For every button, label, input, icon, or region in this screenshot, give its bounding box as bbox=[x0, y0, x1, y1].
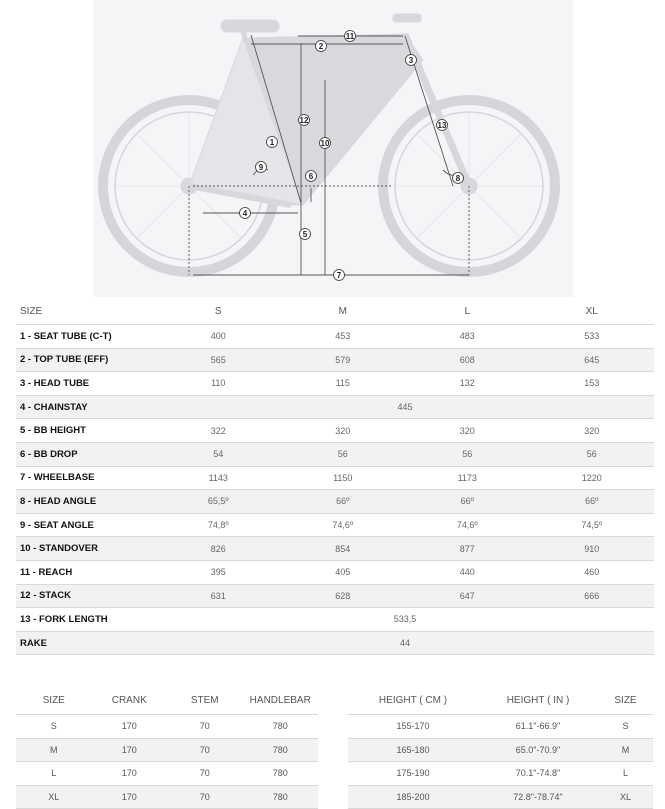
cell-value: 185-200 bbox=[348, 785, 478, 809]
cell-value: 453 bbox=[281, 325, 406, 349]
cell-value: 70 bbox=[167, 715, 243, 739]
geometry-rows bbox=[16, 325, 654, 655]
size-header-s: S bbox=[214, 305, 222, 317]
column-header: CRANK bbox=[111, 694, 147, 706]
cell-value: 175-190 bbox=[348, 762, 478, 786]
column-header: HEIGHT ( IN ) bbox=[506, 694, 570, 706]
cell-value: 70.1"-74.8" bbox=[478, 762, 598, 786]
marker-9: 9 bbox=[258, 163, 264, 172]
cell-value: 483 bbox=[405, 325, 530, 349]
cell-value: 115 bbox=[281, 372, 406, 396]
marker-10: 10 bbox=[320, 139, 330, 148]
cell-value: 170 bbox=[92, 738, 168, 762]
cell-value: 533,5 bbox=[156, 608, 654, 632]
cell-value: 165-180 bbox=[348, 738, 478, 762]
components-header-row bbox=[16, 686, 318, 715]
row-label: 9 - SEAT ANGLE bbox=[16, 513, 156, 537]
row-label: 6 - BB DROP bbox=[16, 442, 156, 466]
bike-illustration bbox=[93, 0, 573, 297]
geometry-header-row bbox=[16, 298, 654, 325]
row-label: 7 - WHEELBASE bbox=[16, 466, 156, 490]
cell-value: 74,5º bbox=[530, 513, 655, 537]
column-header: STEM bbox=[190, 694, 219, 706]
geometry-table bbox=[16, 298, 654, 655]
marker-11: 11 bbox=[345, 32, 355, 41]
cell-value: 440 bbox=[405, 560, 530, 584]
cell-value: 56 bbox=[530, 442, 655, 466]
marker-1: 1 bbox=[269, 138, 275, 147]
rider-height-table bbox=[348, 686, 653, 809]
cell-value: 72.8"-78.74" bbox=[478, 785, 598, 809]
cell-value: 579 bbox=[281, 348, 406, 372]
marker-8: 8 bbox=[455, 174, 461, 183]
table-row bbox=[16, 785, 318, 809]
table-row bbox=[16, 560, 654, 584]
row-label: 12 - STACK bbox=[16, 584, 156, 608]
cell-value: 1143 bbox=[156, 466, 281, 490]
cell-value: S bbox=[598, 715, 653, 739]
cell-value: 628 bbox=[281, 584, 406, 608]
table-row bbox=[16, 325, 654, 349]
cell-value: 533 bbox=[530, 325, 655, 349]
marker-13: 13 bbox=[437, 121, 447, 130]
table-row bbox=[16, 348, 654, 372]
cell-value: 65,5º bbox=[156, 490, 281, 514]
marker-2: 2 bbox=[318, 42, 324, 51]
marker-7: 7 bbox=[336, 271, 342, 280]
rider-height-rows bbox=[348, 715, 653, 809]
row-label: RAKE bbox=[16, 631, 156, 655]
cell-value: 320 bbox=[530, 419, 655, 443]
cell-value: 780 bbox=[243, 762, 319, 786]
cell-value: 66º bbox=[530, 490, 655, 514]
table-row bbox=[16, 513, 654, 537]
cell-value: 74,8º bbox=[156, 513, 281, 537]
cell-value: 155-170 bbox=[348, 715, 478, 739]
size-header-m: M bbox=[338, 305, 347, 317]
cell-value: XL bbox=[16, 785, 92, 809]
row-label: 2 - TOP TUBE (EFF) bbox=[16, 348, 156, 372]
marker-6: 6 bbox=[308, 172, 314, 181]
marker-5: 5 bbox=[302, 230, 308, 239]
table-row bbox=[16, 442, 654, 466]
cell-value: 66º bbox=[405, 490, 530, 514]
cell-value: 54 bbox=[156, 442, 281, 466]
cell-value: 110 bbox=[156, 372, 281, 396]
table-row bbox=[348, 738, 653, 762]
table-row bbox=[16, 395, 654, 419]
components-rows bbox=[16, 715, 318, 809]
table-row bbox=[16, 584, 654, 608]
cell-value: 877 bbox=[405, 537, 530, 561]
row-label: 10 - STANDOVER bbox=[16, 537, 156, 561]
table-row bbox=[16, 631, 654, 655]
table-row bbox=[16, 537, 654, 561]
row-label: 11 - REACH bbox=[16, 560, 156, 584]
table-row bbox=[348, 762, 653, 786]
cell-value: 65.0"-70.9" bbox=[478, 738, 598, 762]
cell-value: L bbox=[16, 762, 92, 786]
cell-value: 400 bbox=[156, 325, 281, 349]
cell-value: L bbox=[598, 762, 653, 786]
cell-value: 645 bbox=[530, 348, 655, 372]
column-header: SIZE bbox=[614, 694, 637, 706]
table-row bbox=[16, 738, 318, 762]
cell-value: 565 bbox=[156, 348, 281, 372]
cell-value: XL bbox=[598, 785, 653, 809]
cell-value: 395 bbox=[156, 560, 281, 584]
marker-12: 12 bbox=[299, 116, 309, 125]
column-header: HEIGHT ( CM ) bbox=[378, 694, 448, 706]
marker-4: 4 bbox=[242, 209, 248, 218]
cell-value: 780 bbox=[243, 785, 319, 809]
cell-value: M bbox=[16, 738, 92, 762]
cell-value: 826 bbox=[156, 537, 281, 561]
table-row bbox=[16, 372, 654, 396]
marker-3: 3 bbox=[408, 56, 414, 65]
size-column-header: SIZE bbox=[20, 305, 43, 317]
cell-value: 666 bbox=[530, 584, 655, 608]
cell-value: 56 bbox=[281, 442, 406, 466]
cell-value: 61.1"-66.9" bbox=[478, 715, 598, 739]
size-header-l: L bbox=[464, 305, 471, 317]
cell-value: 1220 bbox=[530, 466, 655, 490]
cell-value: 70 bbox=[167, 762, 243, 786]
table-row bbox=[348, 785, 653, 809]
cell-value: 44 bbox=[156, 631, 654, 655]
cell-value: 910 bbox=[530, 537, 655, 561]
column-header: HANDLEBAR bbox=[249, 694, 311, 706]
cell-value: 322 bbox=[156, 419, 281, 443]
rider-height-header-row bbox=[348, 686, 653, 715]
cell-value: 170 bbox=[92, 785, 168, 809]
cell-value: S bbox=[16, 715, 92, 739]
row-label: 8 - HEAD ANGLE bbox=[16, 490, 156, 514]
column-header: SIZE bbox=[42, 694, 65, 706]
row-label: 3 - HEAD TUBE bbox=[16, 372, 156, 396]
cell-value: 608 bbox=[405, 348, 530, 372]
cell-value: 132 bbox=[405, 372, 530, 396]
cell-value: 780 bbox=[243, 715, 319, 739]
table-row bbox=[348, 715, 653, 739]
cell-value: M bbox=[598, 738, 653, 762]
row-label: 13 - FORK LENGTH bbox=[16, 608, 156, 632]
cell-value: 66º bbox=[281, 490, 406, 514]
table-row bbox=[16, 419, 654, 443]
cell-value: 320 bbox=[405, 419, 530, 443]
components-table bbox=[16, 686, 318, 809]
cell-value: 170 bbox=[92, 762, 168, 786]
cell-value: 170 bbox=[92, 715, 168, 739]
cell-value: 460 bbox=[530, 560, 655, 584]
cell-value: 405 bbox=[281, 560, 406, 584]
table-row bbox=[16, 762, 318, 786]
cell-value: 70 bbox=[167, 738, 243, 762]
bike-geometry-diagram bbox=[93, 0, 573, 297]
cell-value: 445 bbox=[156, 395, 654, 419]
size-header-xl: XL bbox=[585, 305, 598, 317]
row-label: 4 - CHAINSTAY bbox=[16, 395, 156, 419]
cell-value: 631 bbox=[156, 584, 281, 608]
cell-value: 780 bbox=[243, 738, 319, 762]
cell-value: 74,6º bbox=[405, 513, 530, 537]
cell-value: 153 bbox=[530, 372, 655, 396]
cell-value: 56 bbox=[405, 442, 530, 466]
table-row bbox=[16, 490, 654, 514]
cell-value: 647 bbox=[405, 584, 530, 608]
cell-value: 1173 bbox=[405, 466, 530, 490]
table-row bbox=[16, 715, 318, 739]
table-row bbox=[16, 466, 654, 490]
cell-value: 1150 bbox=[281, 466, 406, 490]
row-label: 5 - BB HEIGHT bbox=[16, 419, 156, 443]
cell-value: 320 bbox=[281, 419, 406, 443]
table-row bbox=[16, 608, 654, 632]
row-label: 1 - SEAT TUBE (C-T) bbox=[16, 325, 156, 349]
cell-value: 854 bbox=[281, 537, 406, 561]
cell-value: 70 bbox=[167, 785, 243, 809]
cell-value: 74,6º bbox=[281, 513, 406, 537]
